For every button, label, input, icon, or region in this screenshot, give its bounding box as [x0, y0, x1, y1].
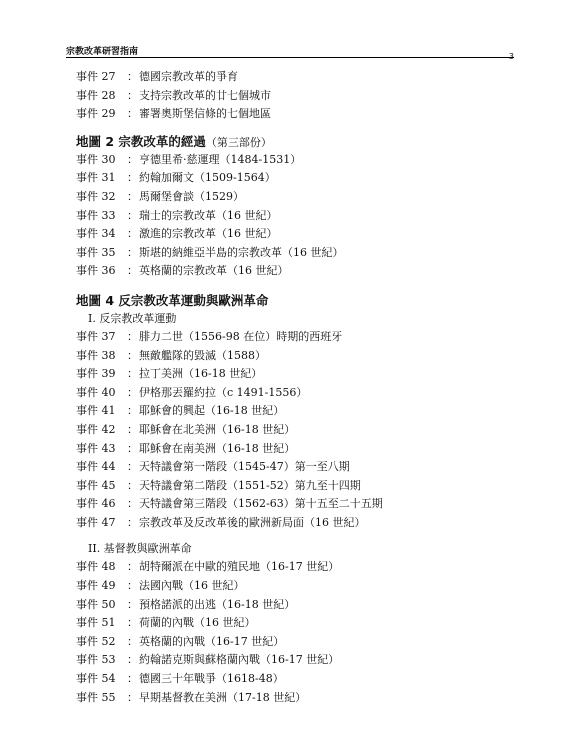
event-row [76, 495, 516, 514]
event-description: 耶穌會在北美洲（16-18 世紀） [139, 422, 296, 436]
event-label: 事件 33 [76, 208, 116, 222]
event-row [76, 68, 516, 87]
event-label: 事件 36 [76, 264, 116, 278]
event-row [76, 225, 516, 244]
event-description: 瑞士的宗教改革（16 世紀） [139, 208, 278, 222]
event-row [76, 105, 516, 124]
event-colon: ： [127, 460, 138, 474]
event-row [76, 328, 516, 347]
section-title-sub: （第三部份） [205, 135, 272, 149]
event-label: 事件 38 [76, 348, 116, 362]
event-label: 事件 34 [76, 227, 116, 241]
event-row [76, 421, 516, 440]
event-description: 德國宗教改革的爭育 [139, 70, 238, 83]
event-colon: ： [127, 171, 138, 185]
header-rule [66, 57, 514, 58]
event-colon: ： [127, 348, 138, 362]
event-colon: ： [127, 107, 138, 121]
page-content [76, 68, 516, 707]
event-row [76, 365, 516, 384]
event-label: 事件 27 [76, 70, 116, 83]
event-description: 斯堪的納維亞半島的宗教改革（16 世紀） [139, 245, 344, 259]
event-label: 事件 48 [76, 560, 116, 574]
event-row [76, 577, 516, 596]
event-colon: ： [127, 152, 138, 166]
event-description: 審署奧斯堡信條的七個地區 [139, 107, 271, 121]
event-colon: ： [127, 560, 138, 574]
event-colon: ： [127, 70, 138, 83]
event-row [76, 614, 516, 633]
event-colon: ： [127, 497, 138, 511]
event-row [76, 244, 516, 263]
event-row [76, 440, 516, 459]
event-colon: ： [127, 478, 138, 492]
event-row [76, 262, 516, 281]
event-colon: ： [127, 245, 138, 259]
event-row [76, 477, 516, 496]
event-description: 支持宗教改革的廿七個城市 [139, 88, 271, 102]
event-label: 事件 54 [76, 672, 116, 686]
event-colon: ： [127, 88, 138, 102]
event-description: 約翰加爾文（1509-1564） [139, 171, 276, 185]
event-description: 德國三十年戰爭（1618-48） [139, 672, 284, 686]
event-colon: ： [127, 616, 138, 630]
event-description: 荷蘭的內戰（16 世紀） [139, 616, 256, 630]
event-row [76, 87, 516, 106]
event-description: 天特議會第三階段（1562-63）第十五至二十五期 [139, 497, 383, 511]
event-description: 英格蘭的內戰（16-17 世紀） [139, 634, 285, 648]
event-row [76, 670, 516, 689]
subsection-heading-1: I. 反宗教改革運動 [88, 311, 177, 325]
header-title: 宗教改革研習指南 [66, 47, 139, 57]
event-description: 約翰諾克斯與蘇格蘭內戰（16-17 世紀） [139, 653, 340, 667]
event-row [76, 402, 516, 421]
event-description: 天特議會第二階段（1551-52）第九至十四期 [139, 478, 361, 492]
event-description: 胡特爾派在中歐的殖民地（16-17 世紀） [139, 560, 340, 574]
page-number: 3 [508, 52, 514, 61]
subsection-heading-2: II. 基督教與歐洲革命 [88, 542, 192, 556]
event-label: 事件 29 [76, 107, 116, 121]
event-row [76, 151, 516, 170]
event-colon: ： [127, 634, 138, 648]
event-row [76, 651, 516, 670]
event-list-part-1 [76, 328, 516, 533]
event-colon: ： [127, 597, 138, 611]
event-row [76, 596, 516, 615]
event-label: 事件 39 [76, 367, 116, 381]
event-label: 事件 40 [76, 385, 116, 399]
event-colon: ： [127, 579, 138, 593]
event-list-group-a [76, 68, 516, 124]
event-list-part-2 [76, 558, 516, 707]
event-row [76, 347, 516, 366]
event-label: 事件 50 [76, 597, 116, 611]
event-label: 事件 52 [76, 634, 116, 648]
event-description: 伊格那丟羅約拉（c 1491-1556） [139, 385, 308, 399]
event-row [76, 169, 516, 188]
event-description: 耶穌會在南美洲（16-18 世紀） [139, 441, 296, 455]
event-label: 事件 47 [76, 515, 116, 529]
event-description: 馬爾堡會談（1529） [139, 189, 244, 203]
event-description: 激進的宗教改革（16 世紀） [139, 227, 278, 241]
event-description: 拉丁美洲（16-18 世紀） [139, 367, 263, 381]
section-title-text: 地圖 2 宗教改革的經過 [76, 133, 206, 149]
event-label: 事件 32 [76, 189, 116, 203]
event-description: 腓力二世（1556-98 在位）時期的西班牙 [139, 329, 343, 343]
event-description: 天特議會第一階段（1545-47）第一至八期 [139, 460, 350, 474]
event-description: 預格諾派的出逃（16-18 世紀） [139, 597, 296, 611]
event-label: 事件 53 [76, 653, 116, 667]
event-colon: ： [127, 515, 138, 529]
event-colon: ： [127, 189, 138, 203]
event-label: 事件 45 [76, 478, 116, 492]
event-label: 事件 43 [76, 441, 116, 455]
event-list-section-2 [76, 151, 516, 281]
event-row [76, 384, 516, 403]
page-header [66, 44, 514, 62]
event-colon: ： [127, 404, 138, 418]
event-colon: ： [127, 227, 138, 241]
event-colon: ： [127, 385, 138, 399]
event-label: 事件 35 [76, 245, 116, 259]
event-colon: ： [127, 690, 138, 704]
event-label: 事件 49 [76, 579, 116, 593]
event-label: 事件 28 [76, 88, 116, 102]
event-row [76, 633, 516, 652]
event-label: 事件 37 [76, 329, 116, 343]
event-row [76, 689, 516, 708]
event-row [76, 458, 516, 477]
event-colon: ： [127, 208, 138, 222]
event-label: 事件 51 [76, 616, 116, 630]
event-description: 宗教改革及反改革後的歐洲新局面（16 世紀） [139, 515, 366, 529]
event-description: 法國內戰（16 世紀） [139, 579, 245, 593]
event-label: 事件 41 [76, 404, 116, 418]
event-colon: ： [127, 367, 138, 381]
event-row [76, 514, 516, 533]
event-row [76, 188, 516, 207]
event-colon: ： [127, 672, 138, 686]
event-row [76, 558, 516, 577]
event-description: 早期基督教在美洲（17-18 世紀） [139, 690, 307, 704]
event-description: 亨德里希·慈運理（1484-1531） [139, 152, 302, 166]
event-description: 英格蘭的宗教改革（16 世紀） [139, 264, 289, 278]
event-label: 事件 46 [76, 497, 116, 511]
event-label: 事件 30 [76, 152, 116, 166]
event-label: 事件 55 [76, 690, 116, 704]
event-label: 事件 44 [76, 460, 116, 474]
event-description: 耶穌會的興起（16-18 世紀） [139, 404, 285, 418]
section-title-map-2 [76, 132, 516, 151]
event-row [76, 207, 516, 226]
section-title-map-4: 地圖 4 反宗教改革運動與歐洲革命 [76, 292, 269, 308]
event-colon: ： [127, 441, 138, 455]
event-description: 無敵艦隊的毀滅（1588） [139, 348, 266, 362]
event-label: 事件 42 [76, 422, 116, 436]
event-label: 事件 31 [76, 171, 116, 185]
event-colon: ： [127, 264, 138, 278]
event-colon: ： [127, 422, 138, 436]
event-colon: ： [127, 329, 138, 343]
event-colon: ： [127, 653, 138, 667]
